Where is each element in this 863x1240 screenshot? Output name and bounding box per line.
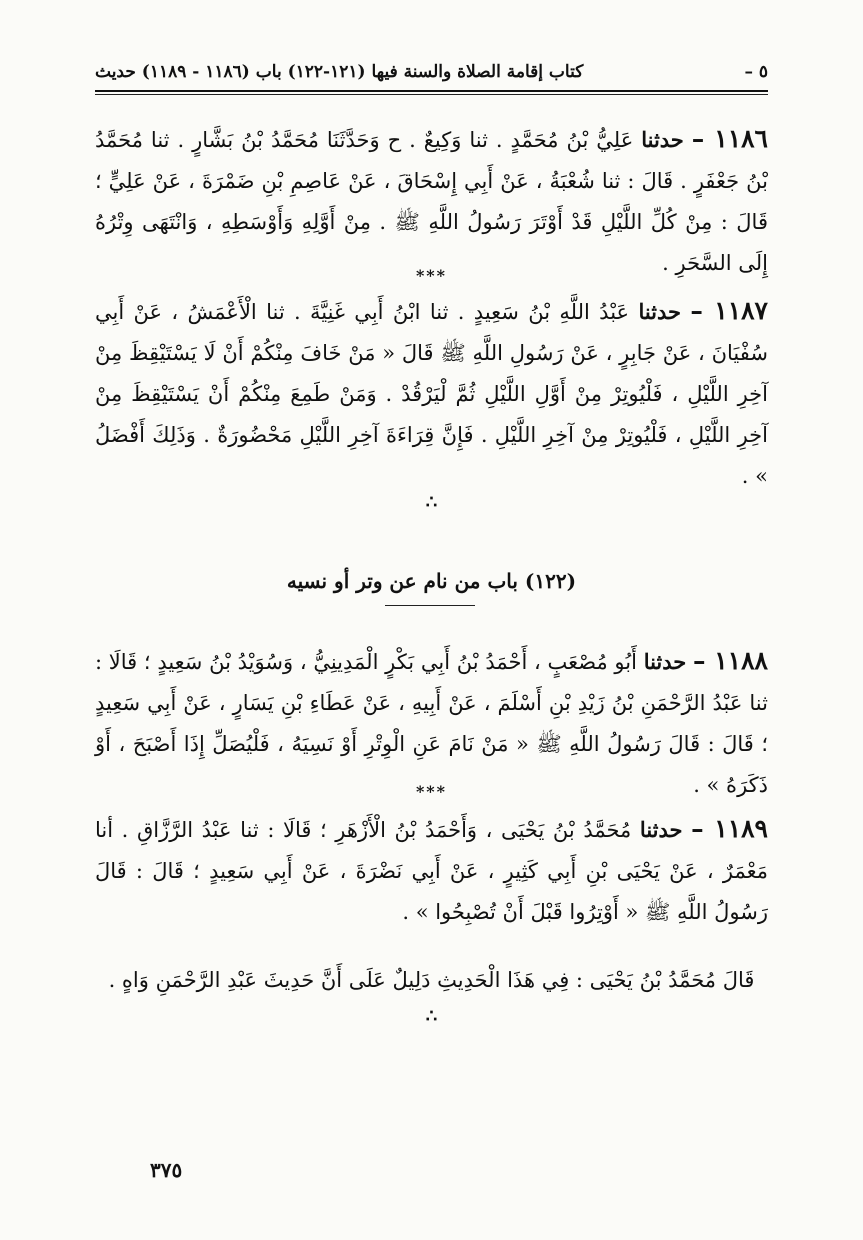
running-header [95,54,768,92]
hadith-number: ١١٨٧ – [690,296,768,325]
hadith-text: عَبْدُ اللَّهِ بْنُ سَعِيدٍ . ثنا ابْنُ أَبِي غَنِيَّةَ . ثنا الْأَعْمَشُ ، عَنْ أَبِي سُفْيَانَ ، عَنْ جَابِرٍ ، عَنْ رَسُولِ اللَّهِ ﷺ قَالَ « مَنْ خَافَ مِنْكُمْ أَنْ لَا يَسْتَيْقِظَ مِنْ آخِرِ اللَّيْلِ ، فَلْيُوتِرْ مِنْ أَوَّلِ اللَّيْلِ ثُمَّ لْيَرْقُدْ . وَمَنْ طَمِعَ مِنْكُمْ أَنْ يَسْتَيْقِظَ مِنْ آخِرِ اللَّيْلِ ، فَلْيُوتِرْ مِنْ آخِرِ اللَّيْلِ . فَإِنَّ قِرَاءَةَ آخِرِ اللَّيْلِ مَحْضُورَةٌ . وَذَلِكَ أَفْضَلُ » . [95,300,768,488]
hadith-1186 [95,118,768,284]
header-rule [95,94,768,95]
header-page-marker: ٥ – [744,62,768,82]
hadith-1187 [95,290,768,497]
hadith-lead: حدثنا [643,649,687,674]
hadith-text: مُحَمَّدُ بْنُ يَحْيَى ، وَأَحْمَدُ بْنُ الْأَزْهَرِ ؛ قَالَا : ثنا عَبْدُ الرَّزَّاقِ . أنا مَعْمَرٌ ، عَنْ يَحْيَى بْنِ أَبِي كَثِيرٍ ، عَنْ أَبِي نَضْرَةَ ، عَنْ أَبِي سَعِيدٍ ؛ قَالَ : قَالَ رَسُولُ اللَّهِ ﷺ « أَوْتِرُوا قَبْلَ أَنْ تُصْبِحُوا » . [95,818,768,924]
hadith-text: أَبُو مُصْعَبٍ ، أَحْمَدُ بْنُ أَبِي بَكْرٍ الْمَدِينِيُّ ، وَسُوَيْدُ بْنُ سَعِيدٍ ؛ قَالَا : ثنا عَبْدُ الرَّحْمَنِ بْنُ زَيْدِ بْنِ أَسْلَمَ ، عَنْ أَبِيهِ ، عَنْ عَطَاءِ بْنِ يَسَارٍ ، عَنْ أَبِي سَعِيدٍ ؛ قَالَ : قَالَ رَسُولُ اللَّهِ ﷺ « مَنْ نَامَ عَنِ الْوِتْرِ أَوْ نَسِيَهُ ، فَلْيُصَلِّ إِذَا أَصْبَحَ ، أَوْ ذَكَرَهُ » . [95,650,768,797]
hadith-number: ١١٨٨ – [693,646,768,675]
hadith-lead: حدثنا [638,299,682,324]
hadith-lead: حدثنا [641,127,684,152]
ornament-dots: ∴ [425,492,438,513]
hadith-lead: حدثنا [639,817,683,842]
header-book-title: كتاب إقامة الصلاة والسنة فيها (١٢١-١٢٢) باب (١١٨٦ - ١١٨٩) حديث [95,62,584,82]
separator-stars: *** [415,266,448,285]
editor-note: قَالَ مُحَمَّدُ بْنُ يَحْيَى : فِي هَذَا الْحَدِيثِ دَلِيلٌ عَلَى أَنَّ حَدِيثَ عَبْدِ الرَّحْمَنِ وَاهٍ . [108,968,755,992]
page-number: ٣٧٥ [150,1158,183,1182]
hadith-number: ١١٨٩ – [691,814,768,843]
hadith-number: ١١٨٦ – [691,124,768,153]
ornament-dots: ∴ [425,1006,438,1027]
separator-stars: *** [415,782,448,801]
chapter-title: (١٢٢) باب من نام عن وتر أو نسيه [286,569,577,593]
hadith-text: عَلِيُّ بْنُ مُحَمَّدٍ . ثنا وَكِيعٌ . ح وَحَدَّثَنَا مُحَمَّدُ بْنُ بَشَّارٍ . ثنا مُحَمَّدُ بْنُ جَعْفَرٍ . قَالَ : ثنا شُعْبَةُ ، عَنْ أَبِي إِسْحَاقَ ، عَنْ عَاصِمِ بْنِ ضَمْرَةَ ، عَنْ عَلِيٍّ ؛ قَالَ : مِنْ كُلِّ اللَّيْلِ قَدْ أَوْتَرَ رَسُولُ اللَّهِ ﷺ . مِنْ أَوَّلِهِ وَأَوْسَطِهِ ، وَانْتَهَى وِتْرُهُ إِلَى السَّحَرِ . [95,128,768,275]
chapter-rule [385,605,475,606]
hadith-1189 [95,808,768,933]
